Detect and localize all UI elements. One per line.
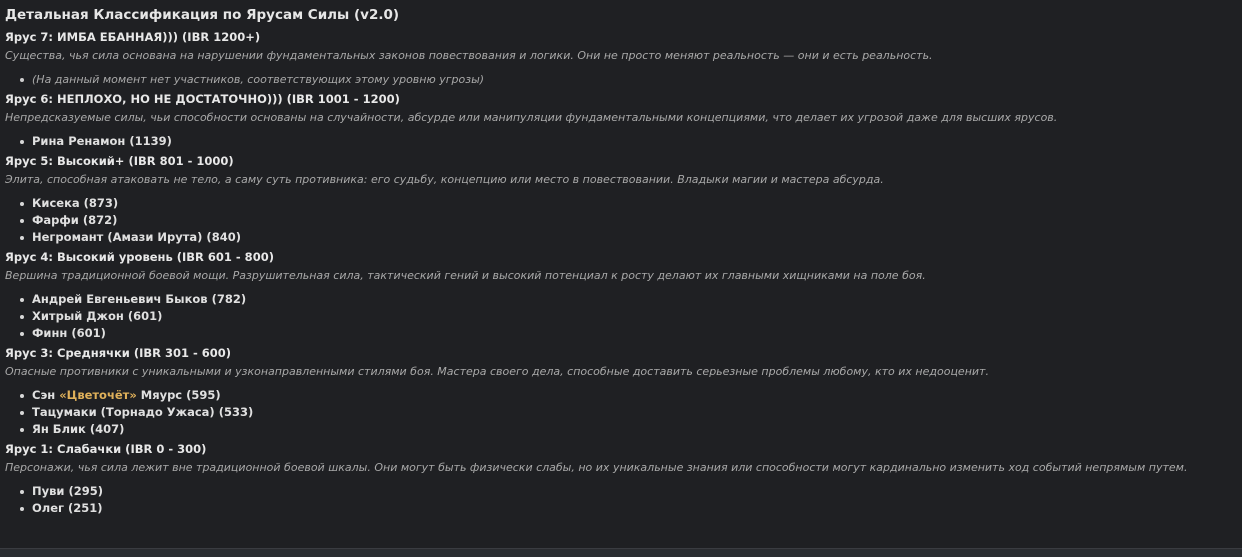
tier-member-list xyxy=(5,291,1237,342)
member-name-prefix: Сэн xyxy=(32,388,60,402)
tier-6-section xyxy=(5,92,1237,150)
tier-heading: Ярус 1: Слабачки (IBR 0 - 300) xyxy=(5,442,207,456)
tier-description: Непредсказуемые силы, чьи способности основаны на случайности, абсурде или манипуляции фундаментальными концепциями, что делает их угрозой даже для высших ярусов. xyxy=(5,111,1058,124)
tier-description: Опасные противники с уникальными и узконаправленными стилями боя. Мастера своего дела, способные доставить серьезные проблемы любому, кто их недооценит. xyxy=(5,365,989,378)
tier-heading: Ярус 5: Высокий+ (IBR 801 - 1000) xyxy=(5,154,234,168)
tier-5-section xyxy=(5,154,1237,246)
list-item: Финн (601) xyxy=(20,325,1237,342)
list-item: Ян Блик (407) xyxy=(20,421,1237,438)
list-item: Хитрый Джон (601) xyxy=(20,308,1237,325)
document-title: Детальная Классификация по Ярусам Силы (v2.0) xyxy=(5,7,400,23)
tier-member-list xyxy=(5,195,1237,246)
tier-member-list xyxy=(5,71,1237,88)
member-name-suffix: Мяурс (595) xyxy=(136,388,221,402)
list-item: Кисека (873) xyxy=(20,195,1237,212)
empty-tier-note: (На данный момент нет участников, соответствующих этому уровню угрозы) xyxy=(20,71,1237,88)
tier-4-section xyxy=(5,250,1237,342)
tier-heading: Ярус 6: НЕПЛОХО, НО НЕ ДОСТАТОЧНО))) (IBR 1001 - 1200) xyxy=(5,92,400,106)
list-item xyxy=(20,387,1237,404)
tier-description: Элита, способная атаковать не тело, а саму суть противника: его судьбу, концепцию или место в повествовании. Владыки магии и мастера абсурда. xyxy=(5,173,884,186)
list-item: Негромант (Амази Ирута) (840) xyxy=(20,229,1237,246)
list-item: Олег (251) xyxy=(20,500,1237,517)
list-item: Тацумаки (Торнадо Ужаса) (533) xyxy=(20,404,1237,421)
list-item: Андрей Евгеньевич Быков (782) xyxy=(20,291,1237,308)
member-nickname: «Цветочёт» xyxy=(59,388,137,402)
tier-description: Вершина традиционной боевой мощи. Разрушительная сила, тактический гений и высокий потенциал к росту делают их главными хищниками на поле боя. xyxy=(5,269,926,282)
tier-3-section xyxy=(5,346,1237,438)
tier-heading: Ярус 7: ИМБА ЕБАННАЯ))) (IBR 1200+) xyxy=(5,30,261,44)
list-item: Пуви (295) xyxy=(20,483,1237,500)
list-item: Рина Ренамон (1139) xyxy=(20,133,1237,150)
tier-member-list xyxy=(5,387,1237,438)
tier-member-list xyxy=(5,133,1237,150)
tier-description: Персонажи, чья сила лежит вне традиционной боевой шкалы. Они могут быть физически слабы, но их уникальные знания или способности могут кардинально изменить ход событий непрямым путем. xyxy=(5,461,1188,474)
tier-member-list xyxy=(5,483,1237,517)
tier-heading: Ярус 4: Высокий уровень (IBR 601 - 800) xyxy=(5,250,274,264)
list-item: Фарфи (872) xyxy=(20,212,1237,229)
tier-7-section xyxy=(5,30,1237,88)
tier-heading: Ярус 3: Среднячки (IBR 301 - 600) xyxy=(5,346,232,360)
tier-1-section xyxy=(5,442,1237,517)
tier-description: Существа, чья сила основана на нарушении фундаментальных законов повествования и логики. Они не просто меняют реальность — они и есть реальность. xyxy=(5,49,933,62)
